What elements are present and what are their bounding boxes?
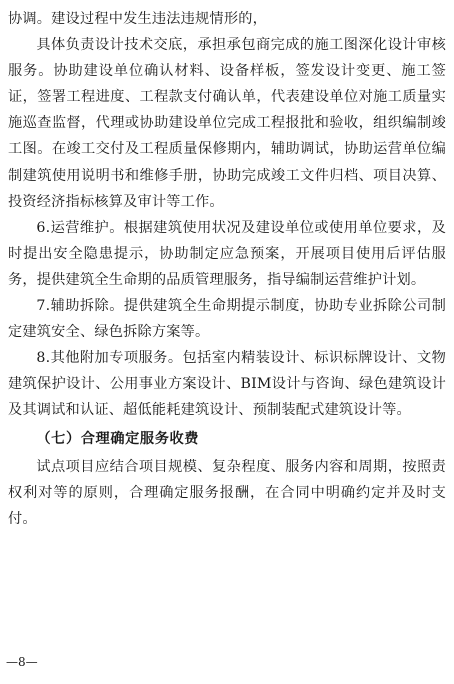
paragraph-operation-maintenance: 6.运营维护。根据建筑使用状况及建设单位或使用单位要求，及时提出安全隐患提示，协助制定应急预案，开展项目使用后评估服务，提供建筑全生命期的品质管理服务，指导编制运营维护计划。 bbox=[8, 219, 446, 288]
paragraph-demolition-assistance: 7.辅助拆除。提供建筑全生命期提示制度，协助专业拆除公司制定建筑安全、绿色拆除方案等。 bbox=[8, 298, 446, 341]
continuation-paragraph: 协调。建设过程中发生违法违规情形的， bbox=[8, 11, 267, 27]
paragraph-service-fee: 试点项目应结合项目规模、复杂程度、服务内容和周期，按照责权利对等的原则，合理确定服务报酬，在合同中明确约定并及时支付。 bbox=[8, 458, 446, 527]
document-body bbox=[8, 6, 446, 532]
paragraph-additional-services: 8.其他附加专项服务。包括室内精装设计、标识标牌设计、文物建筑保护设计、公用事业方案设计、BIM设计与咨询、绿色建筑设计及其调试和认证、超低能耗建筑设计、预制装配式建筑设计等。 bbox=[8, 350, 446, 419]
section-heading: （七）合理确定服务收费 bbox=[36, 430, 200, 447]
page-number: —8— bbox=[6, 655, 38, 669]
paragraph-design-support: 具体负责设计技术交底，承担承包商完成的施工图深化设计审核服务。协助建设单位确认材料、设备样板，签发设计变更、施工签证，签署工程进度、工程款支付确认单，代表建设单位对施工质量实施巡查监督，代理或协助建设单位完成工程报批和验收，组织编制竣工图。在竣工交付及工程质量保修期内，辅助调试，协助运营单位编制建筑使用说明书和维修手册，协助完成竣工文件归档、项目决算、投资经济指标核算及审计等工作。 bbox=[8, 37, 446, 210]
